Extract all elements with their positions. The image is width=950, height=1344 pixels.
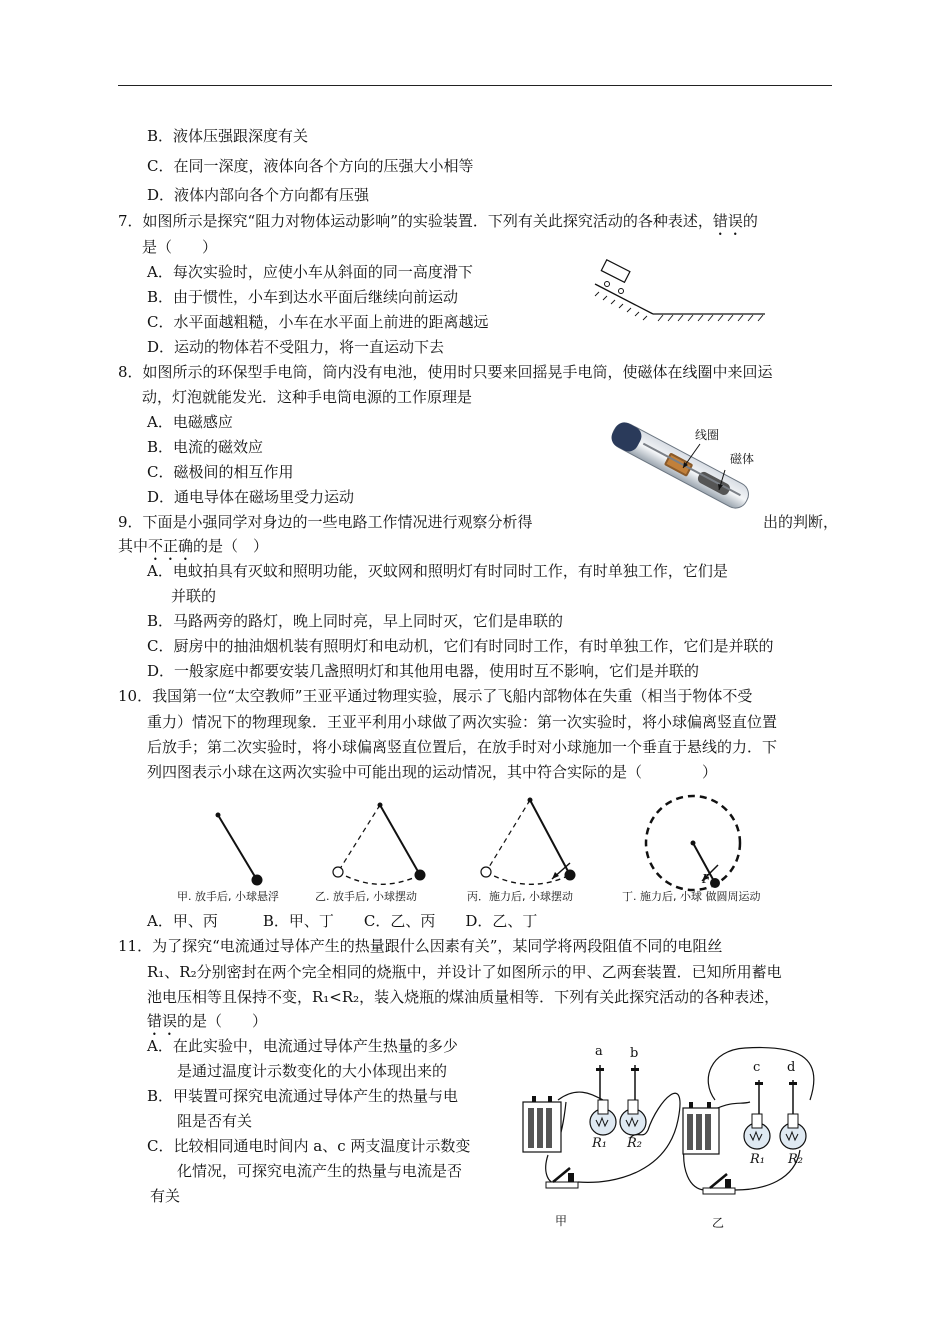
- q10-options: A．甲、丙 B．甲、丁 C．乙、丙 D．乙、丁: [147, 912, 538, 930]
- flashlight-figure: [605, 410, 765, 525]
- flask-r2-icon: [620, 1065, 646, 1135]
- label-r2-jia: R₂: [627, 1136, 642, 1151]
- q11-stem-line1: 11．为了探究“电流通过导体产生的热量跟什么因素有关”，某同学将两段阻值不同的电阻丝: [118, 937, 723, 955]
- switch-icon: [546, 1168, 578, 1188]
- q8-stem-line1: 8．如图所示的环保型手电筒，筒内没有电池，使用时只要来回摇晃手电筒，使磁体在线圈中来回运: [118, 363, 773, 381]
- q9-stem-a: 9．下面是小强同学对身边的一些电路工作情况进行观察分析得: [118, 513, 533, 531]
- q8-option-b: B．电流的磁效应: [147, 438, 264, 456]
- label-r2-yi: R₂: [788, 1152, 803, 1167]
- q8-option-c: C．磁极间的相互作用: [147, 463, 294, 481]
- q7-stem: [118, 211, 758, 239]
- caption-jia: 甲. 放手后, 小球悬浮: [177, 890, 279, 903]
- q6-option-b: B．液体压强跟深度有关: [147, 127, 309, 145]
- header-rule: [118, 85, 832, 86]
- q11-option-c-line1: C．比较相同通电时间内 a、c 两支温度计示数变: [147, 1137, 471, 1155]
- q9-option-a-line2: 并联的: [171, 587, 217, 605]
- q11-option-b-line2: 阻是否有关: [177, 1112, 253, 1130]
- q11-stem-line4-b: 的是（ ）: [177, 1012, 268, 1030]
- q7-option-c: C．水平面越粗糙，小车在水平面上前进的距离越远: [147, 313, 489, 331]
- q11-stem-line3: 池电压相等且保持不变，R₁<R₂，装入烧瓶的煤油质量相等．下列有关此探究活动的各种表述，: [147, 988, 780, 1006]
- q7-stem-emphasis: 错误: [712, 212, 743, 230]
- q11-option-c-line2: 化情况，可探究电流产生的热量与电流是否: [177, 1162, 463, 1180]
- q8-option-d: D．通电导体在磁场里受力运动: [147, 488, 355, 506]
- force-label-f: F: [702, 872, 711, 886]
- label-c: c: [753, 1060, 761, 1075]
- q11-option-a-line2: 是通过温度计示数变化的大小体现出来的: [177, 1062, 448, 1080]
- q7-stem-b: 的: [742, 212, 758, 230]
- q6-option-d: D．液体内部向各个方向都有压强: [147, 186, 370, 204]
- q8-option-a: A．电磁感应: [147, 413, 233, 431]
- q8-stem-line2: 动，灯泡就能发光．这种手电筒电源的工作原理是: [142, 388, 473, 406]
- q9-stem-line2: [118, 536, 268, 564]
- pendulum-bing-figure: [470, 795, 590, 885]
- flask-r1-icon: [744, 1080, 770, 1149]
- q10-stem-line2: 重力）情况下的物理现象．王亚平利用小球做了两次实验：第一次实验时，将小球偏离竖直位置: [147, 713, 778, 731]
- q7-stem-a: 7．如图所示是探究“阻力对物体运动影响”的实验装置．下列有关此探究活动的各种表述，: [118, 212, 713, 230]
- q9-stem-emphasis: 不正确: [148, 537, 194, 555]
- pendulum-jia-figure: [200, 805, 280, 885]
- q11-option-c-line3: 有关: [150, 1187, 181, 1205]
- label-coil: 线圈: [695, 428, 720, 442]
- label-d: d: [787, 1060, 796, 1075]
- battery-icon: [523, 1096, 561, 1152]
- q6-option-c: C．在同一深度，液体向各个方向的压强大小相等: [147, 157, 474, 175]
- label-r1-yi: R₁: [750, 1152, 765, 1167]
- q11-stem-line2: R₁、R₂分别密封在两个完全相同的烧瓶中，并设计了如图所示的甲、乙两套装置．已知所用蓄电: [147, 963, 782, 981]
- q9-option-a-line1: A．电蚊拍具有灭蚊和照明功能，灭蚊网和照明灯有时同时工作，有时单独工作，它们是: [147, 562, 728, 580]
- q9-stem-d: 的是（ ）: [193, 537, 269, 555]
- caption-yi: 乙. 放手后, 小球摆动: [315, 890, 417, 903]
- label-b: b: [630, 1046, 639, 1061]
- q11-option-a-line1: A．在此实验中，电流通过导体产生热量的多少: [147, 1037, 458, 1055]
- caption-bing: 丙．施力后, 小球摆动: [467, 890, 573, 903]
- q7-option-b: B．由于惯性，小车到达水平面后继续向前运动: [147, 288, 459, 306]
- pendulum-ding-figure: [640, 793, 750, 893]
- flask-r1-icon: [590, 1065, 616, 1135]
- q9-option-d: D．一般家庭中都要安装几盏照明灯和其他用电器，使用时互不影响，它们是并联的: [147, 662, 700, 680]
- caption-ding: 丁. 施力后, 小球 做圆周运动: [622, 890, 761, 903]
- switch-icon: [703, 1174, 735, 1194]
- label-a: a: [595, 1044, 603, 1059]
- q9-stem-c: 其中: [118, 537, 149, 555]
- battery-icon: [683, 1102, 719, 1154]
- q11-stem-emphasis: 错误: [147, 1012, 178, 1030]
- pendulum-yi-figure: [320, 795, 440, 885]
- q10-stem-line4: 列四图表示小球在这两次实验中可能出现的运动情况，其中符合实际的是（ ）: [147, 763, 718, 781]
- q9-option-b: B．马路两旁的路灯，晚上同时亮，早上同时灭，它们是串联的: [147, 612, 564, 630]
- q11-stem-line4: [147, 1011, 267, 1039]
- label-r1-jia: R₁: [592, 1136, 607, 1151]
- label-jia: 甲: [555, 1214, 568, 1228]
- q9-option-c: C．厨房中的抽油烟机装有照明灯和电动机，它们有时同时工作，有时单独工作，它们是并联的: [147, 637, 774, 655]
- label-yi: 乙: [712, 1216, 725, 1230]
- q7-stem-line2: 是（ ）: [142, 238, 218, 256]
- label-magnet: 磁体: [730, 452, 755, 466]
- q9-stem-b: 出的判断，: [763, 513, 839, 531]
- q7-option-d: D．运动的物体若不受阻力，将一直运动下去: [147, 338, 445, 356]
- circuit-jia-figure: [518, 1060, 693, 1200]
- flask-r2-icon: [780, 1080, 806, 1149]
- q7-option-a: A．每次实验时，应使小车从斜面的同一高度滑下: [147, 263, 473, 281]
- incline-apparatus-figure: [585, 262, 780, 332]
- q10-stem-line3: 后放手；第二次实验时，将小球偏离竖直位置后，在放手时对小球施加一个垂直于悬线的力．下: [147, 738, 778, 756]
- q11-option-b-line1: B．甲装置可探究电流通过导体产生的热量与电: [147, 1087, 459, 1105]
- q10-stem-line1: 10．我国第一位“太空教师”王亚平通过物理实验，展示了飞船内部物体在失重（相当于物体不受: [118, 687, 753, 705]
